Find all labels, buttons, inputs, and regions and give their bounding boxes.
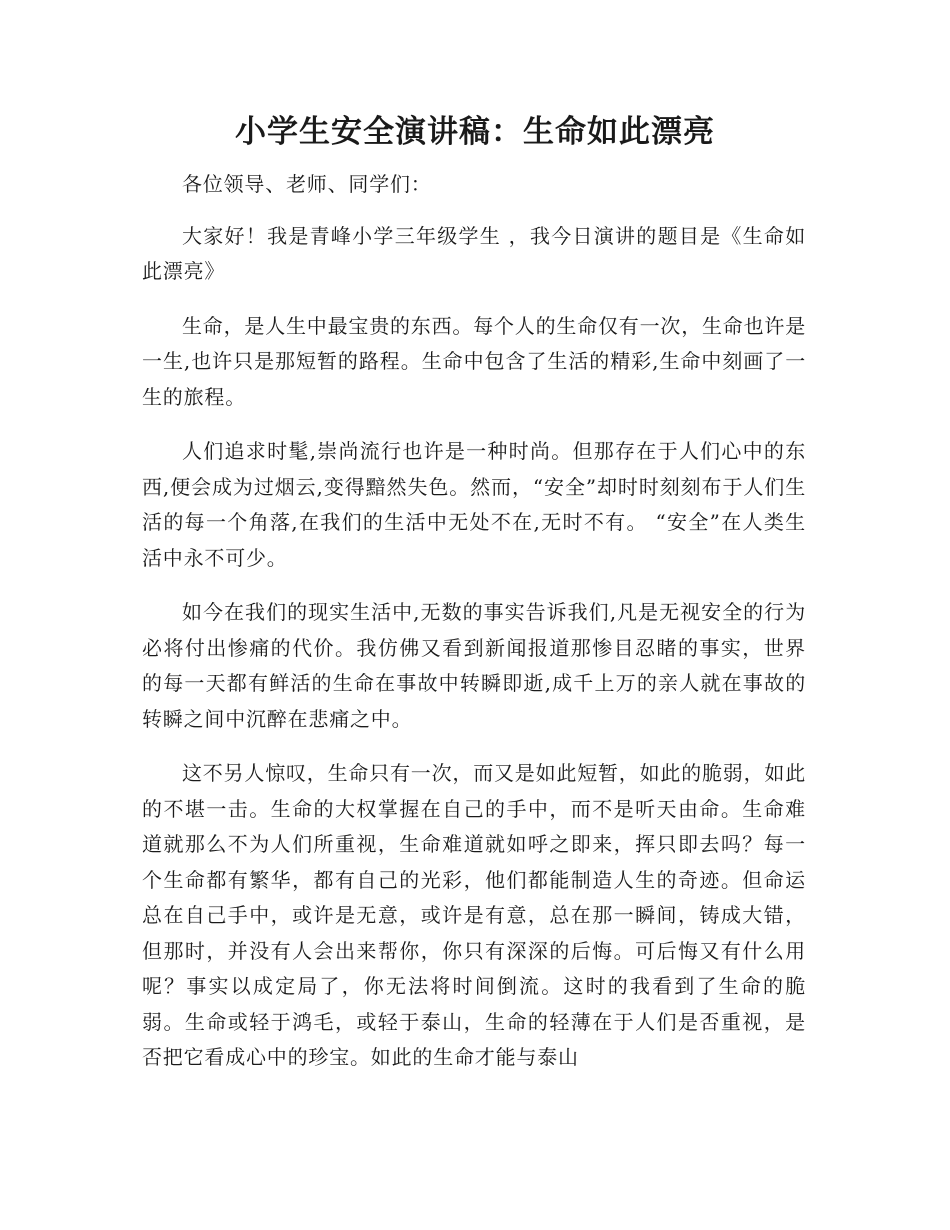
paragraph-fragility: 这不另人惊叹，生命只有一次，而又是如此短暂，如此的脆弱，如此的不堪一击。生命的大权掌握在自己的手中，而不是听天由命。生命难道就那么不为人们所重视，生命难道就如呼之即来，挥只即去吗？每一个生命都有繁华，都有自己的光彩，他们都能制造人生的奇迹。但命运总在自己手中，或许是无意，或许是有意，总在那一瞬间，铸成大错，但那时，并没有人会出来帮你，你只有深深的后悔。可后悔又有什么用呢？事实以成定局了，你无法将时间倒流。这时的我看到了生命的脆弱。生命或轻于鸿毛，或轻于泰山，生命的轻薄在于人们是否重视，是否把它看成心中的珍宝。如此的生命才能与泰山: [142, 761, 806, 1069]
document-title: 小学生安全演讲稿：生命如此漂亮: [235, 114, 715, 150]
paragraph-life-precious: 生命，是人生中最宝贵的东西。每个人的生命仅有一次，生命也许是一生,也许只是那短暂的路程。生命中包含了生活的精彩,生命中刻画了一生的旅程。: [142, 313, 806, 409]
paragraph-greeting: 各位领导、老师、同学们：: [182, 172, 432, 196]
document-body: [142, 167, 806, 1095]
paragraph-introduction: 大家好！我是青峰小学三年级学生 ，我今日演讲的题目是《生命如此漂亮》: [142, 223, 806, 283]
paragraph-reality: 如今在我们的现实生活中,无数的事实告诉我们,凡是无视安全的行为必将付出惨痛的代价。我仿佛又看到新闻报道那惨目忍睹的事实，世界的每一天都有鲜活的生命在事故中转瞬即逝,成千上万的亲人就在事故的转瞬之间中沉醉在悲痛之中。: [142, 600, 806, 731]
paragraph-safety-everywhere: 人们追求时髦,崇尚流行也许是一种时尚。但那存在于人们心中的东西,便会成为过烟云,变得黯然失色。然而，“安全”却时时刻刻布于人们生活的每一个角落,在我们的生活中无处不在,无时不有。 “安全”在人类生活中永不可少。: [142, 439, 806, 570]
